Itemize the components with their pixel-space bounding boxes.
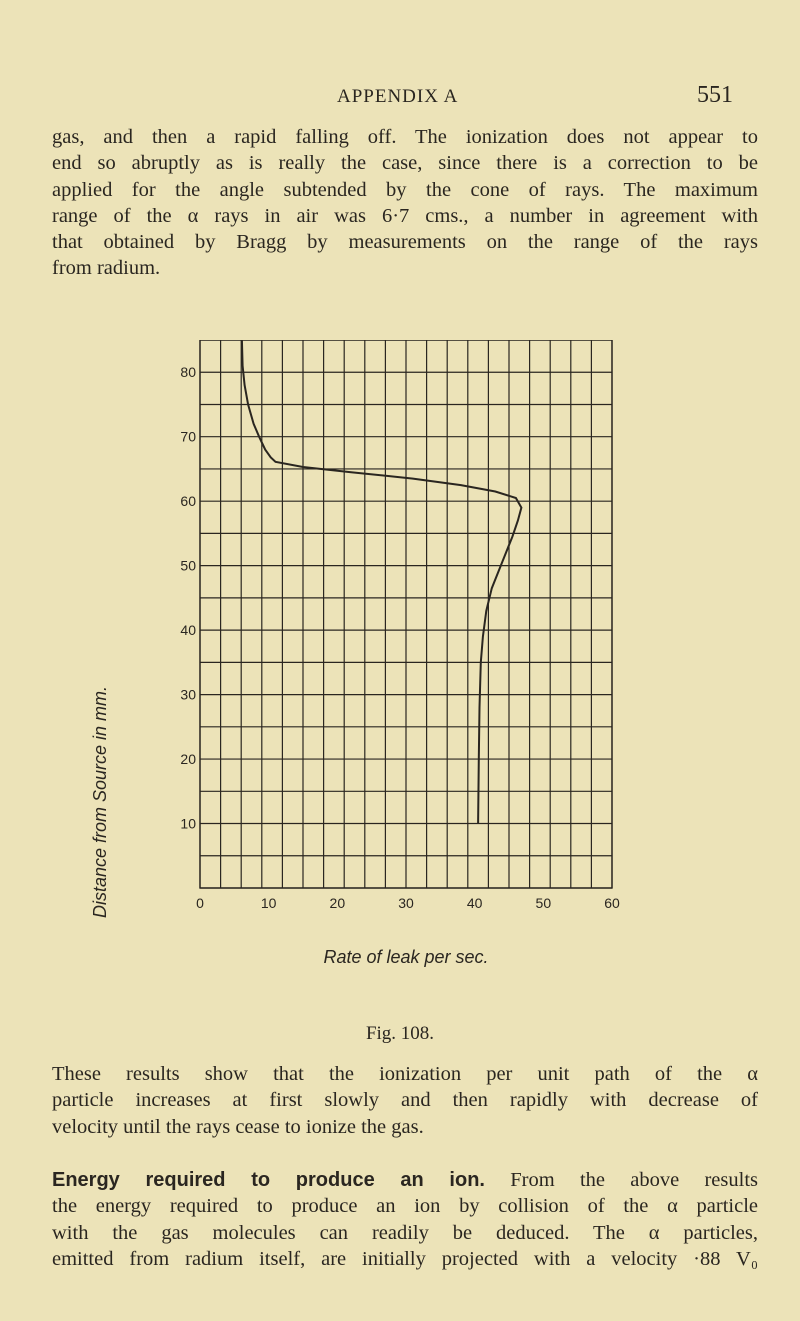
x-tick-label: 20 (329, 895, 346, 911)
x-tick-label: 0 (196, 895, 204, 911)
page-header (0, 82, 800, 116)
text-line: emitted from radium itself, are initially projected with a velocity ·88 V₀ (52, 1247, 758, 1270)
x-tick-label: 40 (466, 895, 483, 911)
x-tick-label: 60 (604, 895, 620, 911)
x-tick-label: 30 (398, 895, 414, 911)
text-line: end so abruptly as is really the case, since there is a correction to be (52, 152, 758, 175)
ionization-chart (0, 340, 800, 1020)
x-tick-label: 10 (260, 895, 277, 911)
text-line: range of the α rays in air was 6·7 cms., a number in agreement with (52, 204, 758, 227)
running-head: APPENDIX A (337, 86, 459, 107)
text-fragment: From the above results (484, 1169, 758, 1191)
text-line (52, 1167, 758, 1193)
section-heading: Energy required to produce an ion. (52, 1169, 485, 1191)
data-curve (242, 340, 522, 824)
paragraph-intro (52, 124, 758, 282)
y-axis-label: Distance from Source in mm. (90, 685, 110, 919)
text-line: that obtained by Bragg by measurements on the range of the rays (52, 231, 758, 254)
y-tick-label: 20 (180, 751, 196, 768)
chart-curve-group (242, 340, 522, 824)
y-tick-label: 40 (180, 622, 196, 639)
paragraph-energy (52, 1167, 758, 1272)
y-tick-label: 80 (180, 364, 196, 381)
x-axis-label: Rate of leak per sec. (323, 947, 489, 967)
y-tick-label: 60 (180, 493, 196, 510)
x-tick-label: 50 (535, 895, 552, 911)
paragraph-results (52, 1061, 758, 1140)
chart-ticks (180, 364, 620, 911)
text-line: applied for the angle subtended by the cone of rays. The maximum (52, 178, 758, 201)
y-tick-label: 50 (180, 557, 196, 574)
figure-caption: Fig. 108. (365, 1023, 435, 1044)
page-number: 551 (697, 82, 733, 108)
chart-grid (200, 340, 612, 888)
y-tick-label: 70 (180, 428, 196, 445)
text-line: from radium. (52, 257, 161, 280)
text-line: velocity until the rays cease to ionize the gas. (52, 1115, 424, 1138)
text-line: These results show that the ionization per unit path of the α (52, 1063, 758, 1085)
figure-108 (0, 340, 800, 1044)
text-line: particle increases at first slowly and then rapidly with decrease of (52, 1089, 758, 1112)
y-tick-label: 30 (180, 686, 196, 703)
text-line: with the gas molecules can readily be deduced. The α particles, (52, 1221, 758, 1244)
text-line: the energy required to produce an ion by collision of the α particle (52, 1195, 758, 1218)
text-line: gas, and then a rapid falling off. The ionization does not appear to (52, 126, 758, 148)
y-tick-label: 10 (180, 815, 196, 832)
